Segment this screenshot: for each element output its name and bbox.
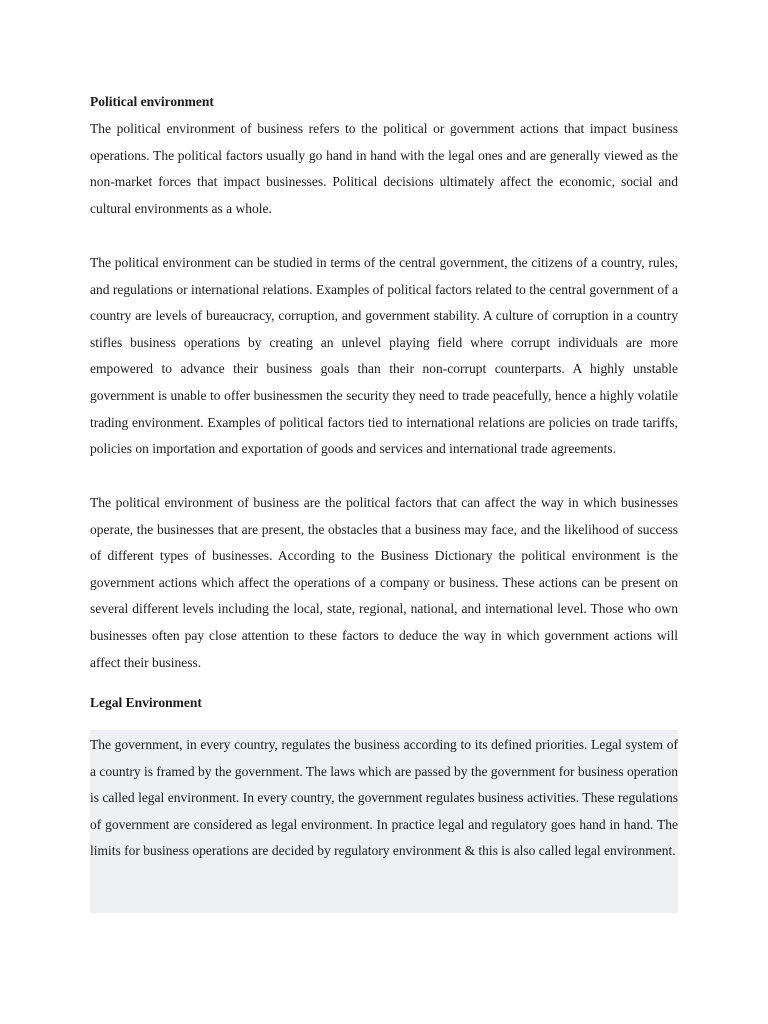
legal-environment-heading: Legal Environment (90, 695, 202, 710)
legal-environment-highlight-block (90, 730, 678, 913)
political-paragraph-1: The political environment of business refers to the political or government actions that impact business operations. The political factors usually go hand in hand with the legal ones and are generally viewed as the non-market forces that impact businesses. Political decisions ultimately affect the economic, social and cultural environments as a whole. (90, 121, 678, 216)
political-environment-heading: Political environment (90, 94, 214, 109)
legal-paragraph: The government, in every country, regulates the business according to its defined priorities. Legal system of a country is framed by the government. The laws which are passed by the government for business operation is called legal environment. In every country, the government regulates business activities. These regulations of government are considered as legal environment. In practice legal and regulatory goes hand in hand. The limits for business operations are decided by regulatory environment & this is also called legal environment. (90, 737, 678, 859)
political-paragraph-3: The political environment of business are the political factors that can affect the way in which businesses operate, the businesses that are present, the obstacles that a business may face, and the likelihood of success of different types of businesses. According to the Business Dictionary the political environment is the government actions which affect the operations of a company or business. These actions can be present on several different levels including the local, state, regional, national, and international level. Those who own businesses often pay close attention to these factors to deduce the way in which government actions will affect their business. (90, 495, 678, 670)
political-paragraph-2: The political environment can be studied in terms of the central government, the citizens of a country, rules, and regulations or international relations. Examples of political factors related to the central government of a country are levels of bureaucracy, corruption, and government stability. A culture of corruption in a country stifles business operations by creating an unlevel playing field where corrupt individuals are more empowered to advance their business goals than their non-corrupt counterparts. A highly unstable government is unable to offer businessmen the security they need to trade peacefully, hence a highly volatile trading environment. Examples of political factors tied to international relations are policies on trade tariffs, policies on importation and exportation of goods and services and international trade agreements. (90, 255, 678, 457)
